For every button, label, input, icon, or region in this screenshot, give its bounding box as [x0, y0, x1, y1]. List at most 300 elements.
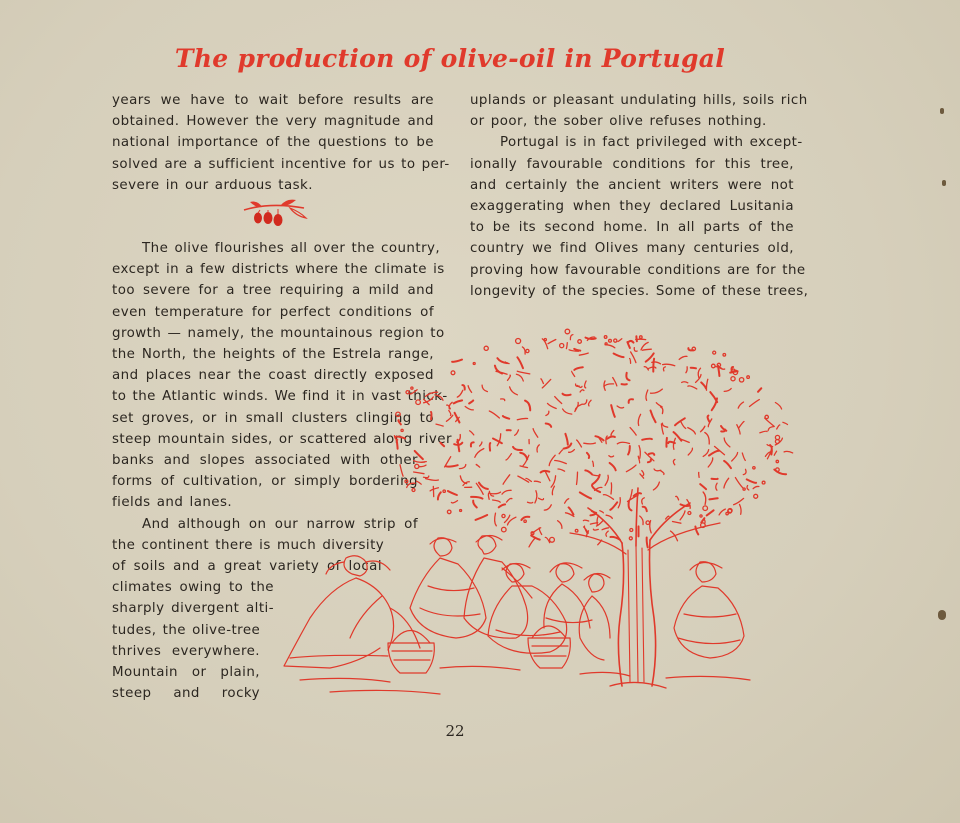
- canopy-dot: [717, 363, 720, 366]
- canopy-stroke: [471, 442, 474, 446]
- canopy-stroke: [740, 504, 742, 514]
- canopy-stroke: [430, 488, 438, 491]
- text-line: steep and rocky: [112, 686, 260, 702]
- canopy-stroke: [585, 381, 587, 388]
- canopy-stroke: [708, 458, 713, 467]
- canopy-stroke: [407, 483, 415, 487]
- text-line: thrives everywhere.: [112, 643, 260, 659]
- canopy-stroke: [493, 500, 501, 502]
- canopy-stroke: [563, 394, 571, 396]
- canopy-stroke: [617, 442, 629, 444]
- canopy-stroke: [653, 359, 654, 372]
- canopy-dot: [712, 364, 716, 368]
- canopy-stroke: [574, 349, 580, 351]
- canopy-dot: [629, 537, 632, 540]
- text-line: of soils and a great variety of local: [112, 559, 382, 575]
- canopy-stroke: [758, 388, 761, 392]
- canopy-dot: [630, 529, 633, 532]
- canopy-dot: [526, 349, 529, 352]
- canopy-stroke: [515, 430, 519, 435]
- canopy-stroke: [563, 409, 572, 414]
- text-line: the continent there is much diversity: [112, 537, 385, 553]
- canopy-stroke: [525, 401, 530, 411]
- canopy-stroke: [539, 498, 544, 500]
- canopy-stroke: [719, 509, 725, 515]
- canopy-stroke: [507, 498, 512, 502]
- text-line: too severe for a tree requiring a mild and: [112, 283, 434, 299]
- canopy-dot: [775, 435, 779, 439]
- canopy-stroke: [565, 499, 569, 504]
- canopy-stroke: [610, 502, 617, 510]
- canopy-stroke: [724, 389, 731, 392]
- canopy-dot: [524, 520, 526, 522]
- text-line: tudes, the olive-tree: [112, 622, 261, 638]
- canopy-stroke: [533, 429, 538, 438]
- right-column: [470, 90, 809, 302]
- canopy-stroke: [724, 438, 730, 447]
- canopy-stroke: [676, 496, 679, 500]
- canopy-stroke: [709, 498, 717, 499]
- canopy-stroke: [768, 427, 774, 431]
- canopy-stroke: [747, 486, 749, 491]
- canopy-stroke: [552, 486, 554, 495]
- canopy-dot: [747, 376, 750, 379]
- canopy-stroke: [471, 497, 482, 499]
- olive-sprig-ornament: [240, 196, 310, 230]
- canopy-stroke: [774, 451, 776, 455]
- canopy-stroke: [546, 472, 550, 481]
- canopy-dot: [728, 509, 732, 513]
- canopy-dot: [460, 510, 462, 512]
- canopy-stroke: [691, 368, 696, 369]
- canopy-stroke: [499, 504, 505, 507]
- canopy-stroke: [638, 414, 640, 425]
- canopy-stroke: [441, 443, 445, 447]
- canopy-dot: [443, 490, 445, 492]
- canopy-stroke: [640, 516, 643, 525]
- canopy-stroke: [611, 405, 615, 417]
- canopy-stroke: [783, 422, 788, 424]
- canopy-stroke: [551, 476, 556, 487]
- canopy-stroke: [446, 465, 458, 466]
- canopy-stroke: [682, 382, 688, 383]
- canopy-stroke: [422, 462, 427, 463]
- canopy-stroke: [600, 511, 604, 513]
- canopy-dot: [605, 343, 607, 345]
- text-line: uplands or pleasant undulating hills, soils rich: [470, 93, 808, 108]
- canopy-stroke: [488, 493, 489, 499]
- canopy-stroke: [592, 486, 600, 492]
- canopy-stroke: [629, 341, 634, 343]
- canopy-stroke: [721, 426, 726, 431]
- page-number: 22: [445, 722, 465, 740]
- canopy-stroke: [603, 495, 613, 500]
- canopy-stroke: [544, 505, 551, 510]
- canopy-stroke: [593, 529, 598, 530]
- canopy-dot: [753, 467, 755, 469]
- canopy-stroke: [688, 448, 692, 455]
- canopy-stroke: [517, 418, 527, 419]
- canopy-stroke: [607, 436, 615, 438]
- canopy-stroke: [611, 483, 612, 494]
- canopy-stroke: [629, 399, 633, 403]
- text-line: ionally favourable conditions for this tree,: [470, 156, 794, 172]
- canopy-stroke: [639, 446, 640, 459]
- canopy-stroke: [555, 397, 562, 404]
- canopy-stroke: [618, 339, 622, 342]
- canopy-stroke: [424, 476, 429, 478]
- canopy-dot: [723, 354, 726, 357]
- canopy-stroke: [490, 443, 491, 451]
- canopy-stroke: [398, 420, 400, 424]
- canopy-dot: [560, 344, 564, 348]
- canopy-dot: [776, 460, 778, 462]
- canopy-stroke: [605, 475, 608, 485]
- canopy-stroke: [426, 479, 439, 481]
- canopy-stroke: [469, 400, 473, 403]
- canopy-stroke: [784, 451, 793, 453]
- canopy-stroke: [743, 469, 746, 474]
- canopy-stroke: [661, 407, 663, 414]
- canopy-stroke: [491, 492, 501, 494]
- canopy-stroke: [617, 406, 624, 408]
- canopy-stroke: [529, 538, 535, 547]
- canopy-dot: [411, 387, 413, 389]
- canopy-stroke: [580, 390, 584, 392]
- canopy-stroke: [656, 403, 662, 407]
- canopy-stroke: [680, 511, 685, 520]
- canopy-dot: [640, 336, 643, 339]
- canopy-dot: [700, 515, 702, 517]
- left-column-top: [112, 90, 450, 196]
- canopy-stroke: [701, 426, 705, 432]
- canopy-stroke: [630, 359, 631, 364]
- canopy-stroke: [775, 403, 781, 410]
- canopy-dot: [609, 339, 612, 342]
- canopy-stroke: [410, 390, 417, 394]
- text-line: climates owing to the: [112, 580, 274, 596]
- canopy-stroke: [606, 515, 612, 518]
- canopy-stroke: [688, 386, 697, 389]
- canopy-dot: [550, 537, 555, 542]
- canopy-stroke: [502, 490, 511, 494]
- canopy-stroke: [495, 366, 502, 374]
- canopy-stroke: [534, 481, 540, 482]
- canopy-dot: [575, 529, 578, 532]
- canopy-stroke: [592, 475, 599, 476]
- canopy-stroke: [570, 335, 573, 340]
- canopy-dot: [776, 468, 780, 472]
- canopy-stroke: [688, 428, 696, 434]
- text-line: even temperature for perfect conditions of: [112, 304, 434, 320]
- canopy-stroke: [663, 367, 665, 371]
- text-line: the North, the heights of the Estrela range,: [112, 347, 434, 363]
- canopy-stroke: [647, 538, 648, 548]
- canopy-stroke: [646, 390, 648, 400]
- canopy-dot: [451, 371, 455, 375]
- canopy-dot: [416, 400, 421, 405]
- canopy-stroke: [651, 389, 663, 393]
- canopy-stroke: [419, 465, 426, 467]
- text-line: banks and slopes associated with other: [112, 453, 418, 469]
- canopy-stroke: [438, 492, 441, 499]
- canopy-dot: [412, 489, 415, 492]
- canopy-stroke: [646, 353, 654, 361]
- canopy-stroke: [436, 424, 443, 426]
- canopy-dot: [502, 527, 507, 532]
- canopy-stroke: [628, 446, 630, 455]
- canopy-stroke: [679, 356, 687, 359]
- canopy-stroke: [630, 428, 636, 436]
- canopy-stroke: [703, 450, 709, 457]
- page-title: The production of olive-oil in Portugal: [174, 44, 726, 73]
- canopy-stroke: [517, 357, 523, 368]
- canopy-stroke: [710, 392, 717, 402]
- canopy-stroke: [705, 433, 709, 445]
- canopy-stroke: [396, 437, 406, 439]
- canopy-stroke: [643, 507, 647, 511]
- canopy-dot: [405, 480, 408, 483]
- canopy-stroke: [566, 343, 567, 349]
- text-line: country we find Olives many centuries old,: [470, 241, 794, 257]
- canopy-dot: [484, 346, 488, 350]
- canopy-stroke: [642, 498, 645, 504]
- canopy-stroke: [582, 400, 587, 404]
- canopy-stroke: [701, 518, 704, 522]
- canopy-stroke: [577, 440, 582, 447]
- canopy-stroke: [414, 472, 424, 474]
- canopy-stroke: [626, 373, 629, 381]
- canopy-stroke: [451, 501, 457, 503]
- canopy-stroke: [642, 471, 644, 476]
- text-line: fields and lanes.: [112, 495, 233, 511]
- canopy-stroke: [585, 470, 592, 474]
- canopy-stroke: [516, 374, 523, 381]
- canopy-dot: [762, 481, 765, 484]
- canopy-stroke: [716, 483, 717, 490]
- canopy-stroke: [703, 492, 706, 505]
- canopy-stroke: [642, 439, 652, 440]
- canopy-stroke: [503, 416, 509, 419]
- canopy-stroke: [462, 385, 464, 390]
- canopy-stroke: [397, 439, 398, 448]
- canopy-stroke: [588, 400, 591, 406]
- canopy-stroke: [558, 521, 562, 529]
- canopy-stroke: [742, 453, 745, 460]
- canopy-dot: [447, 510, 451, 514]
- canopy-stroke: [541, 379, 544, 384]
- canopy-stroke: [618, 498, 620, 508]
- text-line: or poor, the sober olive refuses nothing.: [470, 114, 767, 130]
- canopy-stroke: [604, 384, 614, 387]
- canopy-stroke: [653, 482, 659, 490]
- canopy-stroke: [675, 418, 685, 425]
- canopy-dot: [743, 488, 745, 490]
- canopy-stroke: [747, 479, 756, 482]
- canopy-stroke: [577, 472, 578, 484]
- text-line: Portugal is in fact privileged with except-: [500, 135, 803, 151]
- text-line: steep mountain sides, or scattered along river: [112, 431, 452, 447]
- canopy-stroke: [454, 400, 462, 403]
- paper-speck: [938, 610, 946, 620]
- text-line: and certainly the ancient writers were not: [470, 177, 794, 193]
- canopy-stroke: [614, 354, 624, 358]
- canopy-stroke: [700, 484, 706, 489]
- canopy-stroke: [724, 478, 729, 488]
- text-line: years we have to wait before results are: [112, 93, 434, 108]
- canopy-stroke: [400, 465, 403, 477]
- canopy-stroke: [642, 349, 651, 350]
- canopy-stroke: [629, 501, 632, 510]
- canopy-dot: [731, 377, 735, 381]
- text-line: except in a few districts where the climate is: [112, 262, 445, 278]
- canopy-stroke: [708, 416, 710, 422]
- canopy-stroke: [473, 501, 477, 508]
- canopy-stroke: [732, 453, 738, 462]
- canopy-dot: [604, 336, 607, 339]
- canopy-stroke: [468, 386, 472, 393]
- canopy-stroke: [584, 443, 596, 444]
- canopy-stroke: [537, 445, 539, 452]
- harvesters-group: [284, 535, 750, 694]
- canopy-stroke: [501, 399, 505, 401]
- canopy-stroke: [452, 360, 462, 362]
- canopy-stroke: [559, 450, 562, 454]
- canopy-stroke: [593, 461, 594, 466]
- canopy-stroke: [470, 431, 474, 435]
- text-line: set groves, or in small clusters clinging to: [112, 410, 434, 426]
- canopy-stroke: [634, 348, 637, 352]
- canopy-dot: [646, 521, 650, 525]
- canopy-stroke: [587, 453, 589, 458]
- canopy-stroke: [750, 400, 760, 407]
- canopy-dot: [713, 351, 716, 354]
- canopy-stroke: [528, 502, 533, 503]
- canopy-stroke: [558, 469, 565, 471]
- canopy-stroke: [457, 390, 463, 397]
- canopy-stroke: [546, 424, 552, 427]
- canopy-stroke: [583, 520, 588, 521]
- canopy-stroke: [435, 395, 443, 400]
- canopy-stroke: [609, 456, 614, 457]
- canopy-stroke: [476, 515, 488, 520]
- text-line: sharply divergent alti-: [112, 601, 274, 617]
- canopy-stroke: [415, 451, 423, 459]
- canopy-dot: [544, 339, 546, 341]
- canopy-stroke: [648, 367, 656, 369]
- canopy-stroke: [735, 478, 743, 489]
- canopy-stroke: [724, 461, 731, 468]
- text-line: and places near the coast directly exposed: [112, 368, 434, 384]
- canopy-stroke: [673, 522, 681, 524]
- canopy-stroke: [497, 358, 507, 363]
- canopy-stroke: [520, 453, 527, 460]
- canopy-dot: [565, 329, 570, 334]
- text-line: The olive flourishes all over the country,: [142, 241, 441, 256]
- canopy-stroke: [626, 465, 636, 472]
- text-line: solved are a sufficient incentive for us to per-: [112, 156, 450, 172]
- canopy-stroke: [701, 382, 706, 388]
- canopy-stroke: [649, 453, 655, 455]
- canopy-stroke: [760, 431, 767, 433]
- canopy-stroke: [673, 459, 675, 464]
- text-line: exaggerating when they declared Lusitania: [470, 199, 794, 215]
- canopy-stroke: [426, 392, 438, 396]
- canopy-stroke: [535, 491, 537, 503]
- canopy-stroke: [641, 342, 648, 350]
- canopy-stroke: [574, 367, 583, 370]
- canopy-dot: [688, 512, 691, 515]
- canopy-stroke: [753, 486, 759, 488]
- canopy-stroke: [565, 434, 567, 445]
- canopy-stroke: [648, 459, 651, 462]
- canopy-stroke: [610, 463, 616, 470]
- canopy-dot: [739, 378, 743, 382]
- canopy-stroke: [606, 436, 607, 444]
- canopy-stroke: [503, 475, 510, 484]
- canopy-stroke: [706, 379, 707, 390]
- paper-speck: [940, 108, 944, 114]
- text-line: growth — namely, the mountainous region to: [112, 325, 445, 341]
- canopy-stroke: [709, 451, 719, 456]
- canopy-dot: [415, 464, 419, 468]
- canopy-dot: [692, 347, 695, 350]
- canopy-stroke: [482, 385, 487, 391]
- canopy-stroke: [777, 425, 780, 429]
- canopy-stroke: [465, 407, 473, 410]
- canopy-stroke: [631, 352, 636, 363]
- canopy-stroke: [446, 415, 452, 421]
- canopy-dot: [765, 415, 768, 418]
- olive-tree-trunk: [570, 488, 720, 688]
- canopy-stroke: [531, 536, 540, 540]
- text-line: to be its second home. In all parts of the: [470, 220, 794, 236]
- text-line: proving how favourable conditions are for the: [470, 262, 806, 278]
- canopy-dot: [703, 506, 708, 511]
- text-line: obtained. However the very magnitude and: [112, 114, 434, 130]
- text-line: longevity of the species. Some of these trees,: [470, 283, 809, 299]
- canopy-stroke: [480, 442, 482, 446]
- canopy-dot: [516, 339, 521, 344]
- canopy-stroke: [627, 342, 630, 348]
- canopy-stroke: [459, 465, 465, 469]
- canopy-stroke: [513, 447, 522, 450]
- canopy-stroke: [475, 449, 484, 458]
- canopy-stroke: [476, 464, 480, 467]
- text-line: And although on our narrow strip of: [142, 516, 418, 532]
- canopy-stroke: [506, 454, 511, 460]
- canopy-stroke: [662, 423, 667, 427]
- canopy-stroke: [555, 460, 567, 463]
- canopy-stroke: [579, 353, 588, 355]
- canopy-stroke: [569, 450, 575, 453]
- canopy-stroke: [508, 375, 511, 380]
- canopy-dot: [754, 494, 758, 498]
- canopy-stroke: [739, 422, 744, 429]
- canopy-stroke: [520, 466, 528, 468]
- canopy-stroke: [572, 371, 575, 376]
- canopy-stroke: [580, 492, 591, 498]
- paper-speck: [942, 180, 946, 186]
- canopy-dot: [473, 363, 475, 365]
- text-line: severe in our arduous task.: [112, 177, 313, 193]
- canopy-stroke: [602, 528, 608, 530]
- canopy-stroke: [548, 403, 557, 408]
- canopy-stroke: [517, 371, 530, 374]
- canopy-stroke: [546, 411, 549, 415]
- canopy-stroke: [448, 491, 457, 495]
- canopy-stroke: [522, 347, 525, 354]
